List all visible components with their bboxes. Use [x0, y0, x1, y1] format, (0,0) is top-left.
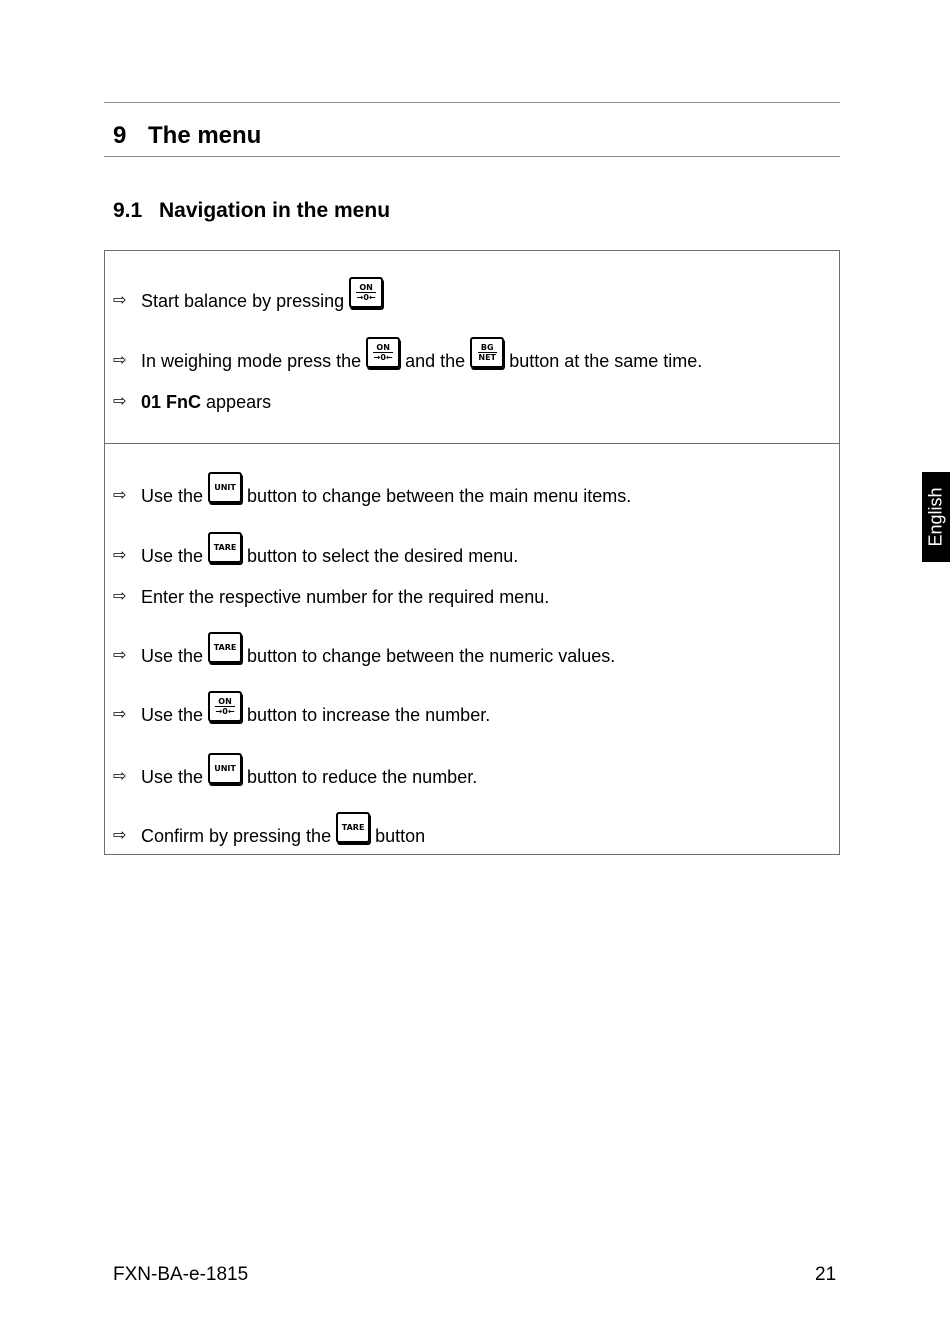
step-text-after: button to reduce the number. [247, 767, 478, 787]
tare-key-icon: TARE [208, 532, 242, 563]
tare-key-icon: TARE [336, 812, 370, 843]
on-zero-key-icon: ON →0← [208, 691, 242, 722]
step-confirm [113, 807, 425, 847]
step-text-before: Confirm by pressing the [141, 826, 332, 846]
header-bottom-rule [104, 156, 840, 157]
step-arrow-icon: ⇨ [113, 393, 127, 410]
step-text-after: button to change between the main menu items. [247, 486, 632, 506]
step-text-after: button at the same time. [509, 351, 703, 371]
step-text-before: Use the [141, 646, 204, 666]
unit-key-icon: UNIT [208, 753, 242, 784]
step-text-after: button to change between the numeric values. [247, 646, 616, 666]
header-top-rule [104, 102, 840, 103]
footer-doc-id: FXN-BA-e-1815 [113, 1264, 249, 1285]
section-number: 9.1 [113, 199, 143, 222]
language-side-tab-label: English [926, 487, 947, 547]
step-text-before: Use the [141, 546, 204, 566]
step-weighing-mode [113, 332, 702, 372]
step-text-before: Use the [141, 767, 204, 787]
step-tare-change [113, 627, 615, 667]
step-fnc-appears [113, 373, 271, 413]
step-text-after: button to increase the number. [247, 705, 491, 725]
fnc-code: 01 FnC [141, 392, 202, 412]
step-arrow-icon: ⇨ [113, 647, 127, 664]
step-arrow-icon: ⇨ [113, 588, 127, 605]
tare-key-icon: TARE [208, 632, 242, 663]
step-tare-select [113, 527, 518, 567]
step-unit-reduce [113, 748, 477, 788]
section-title [113, 197, 390, 225]
bg-net-key-icon: BG NET [470, 337, 504, 368]
step-text: appears [206, 392, 272, 412]
step-on-increase [113, 686, 490, 726]
section-title-text: Navigation in the menu [159, 199, 391, 222]
step-enter-number [113, 568, 549, 608]
step-text: Start balance by pressing [141, 291, 345, 311]
step-text-after: button to select the desired menu. [247, 546, 519, 566]
chapter-title-text: The menu [148, 122, 262, 149]
footer-page-number: 21 [815, 1264, 837, 1285]
step-arrow-icon: ⇨ [113, 827, 127, 844]
step-text: Enter the respective number for the required menu. [141, 587, 550, 607]
step-unit-main-items [113, 467, 631, 507]
unit-key-icon: UNIT [208, 472, 242, 503]
step-text-before: In weighing mode press the [141, 351, 362, 371]
step-arrow-icon: ⇨ [113, 352, 127, 369]
step-arrow-icon: ⇨ [113, 547, 127, 564]
step-text-middle: and the [405, 351, 466, 371]
on-zero-key-icon: ON →0← [349, 277, 383, 308]
step-arrow-icon: ⇨ [113, 768, 127, 785]
language-side-tab [922, 472, 950, 562]
step-arrow-icon: ⇨ [113, 706, 127, 723]
step-text-before: Use the [141, 486, 204, 506]
step-text-before: Use the [141, 705, 204, 725]
step-start-balance [113, 272, 388, 312]
step-text-after: button [375, 826, 426, 846]
step-arrow-icon: ⇨ [113, 292, 127, 309]
chapter-title [113, 120, 261, 152]
step-arrow-icon: ⇨ [113, 487, 127, 504]
on-zero-key-icon: ON →0← [366, 337, 400, 368]
chapter-number: 9 [113, 122, 127, 149]
